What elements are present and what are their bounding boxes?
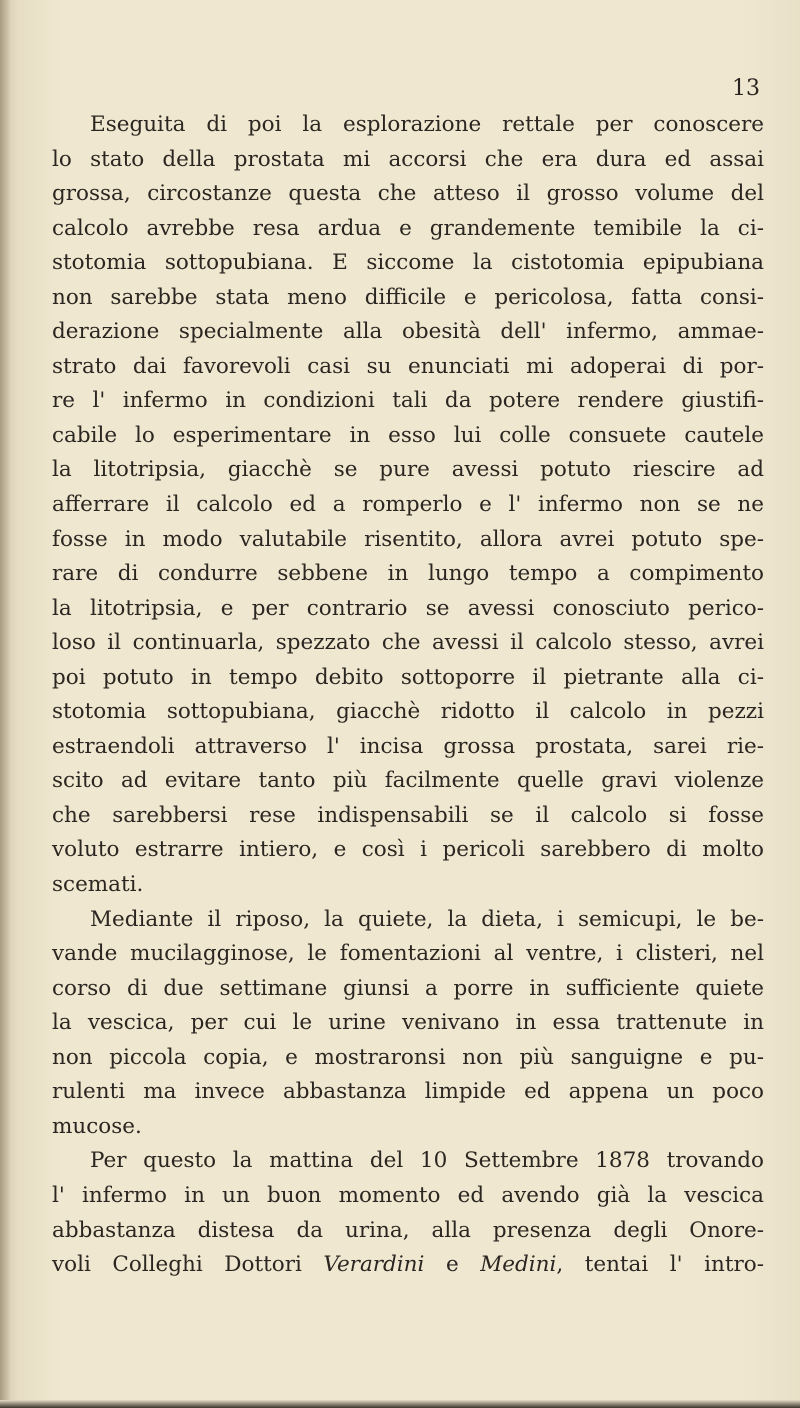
bottom-page-edge [0,1400,800,1408]
text-fragment: e [424,1252,481,1278]
page-number: 13 [732,76,760,101]
text-line: mucose. [52,1113,142,1139]
text-line: Per questo la mattina del 10 Settembre 1878 trovando [90,1148,764,1174]
text-line: abbastanza distesa da urina, alla presenza degli Onore- [52,1217,764,1243]
text-line: stotomia sottopubiana. E siccome la cistotomia epipubiana [52,250,764,276]
text-line: cabile lo esperimentare in esso lui colle consuete cautele [52,422,764,448]
text-line: voluto estrarre intiero, e così i pericoli sarebbero di molto [52,837,764,863]
person-name: Medini [480,1252,557,1278]
text-line: calcolo avrebbe resa ardua e grandemente temibile la ci- [52,215,764,241]
body-text [52,108,764,1283]
person-name: Verardini [323,1252,425,1278]
text-line: strato dai favorevoli casi su enunciati mi adoperai di por- [52,353,764,379]
text-line: afferrare il calcolo ed a romperlo e l' infermo non se ne [52,492,764,518]
text-line: lo stato della prostata mi accorsi che era dura ed assai [52,146,764,172]
text-line: scemati. [52,872,144,898]
text-line: Mediante il riposo, la quiete, la dieta, i semicupi, le be- [90,906,764,932]
binding-edge [0,0,10,1408]
text-line: non piccola copia, e mostraronsi non più sanguigne e pu- [52,1044,764,1070]
text-line: rulenti ma invece abbastanza limpide ed appena un poco [52,1079,764,1105]
text-line: poi potuto in tempo debito sottoporre il pietrante alla ci- [52,664,764,690]
text-line: Eseguita di poi la esplorazione rettale per conoscere [90,112,764,137]
text-line: la litotripsia, giacchè se pure avessi potuto riescire ad [52,457,764,483]
text-line: stotomia sottopubiana, giacchè ridotto il calcolo in pezzi [52,699,764,725]
text-line: derazione specialmente alla obesità dell' infermo, ammae- [52,319,764,345]
text-fragment: voli Colleghi Dottori [52,1252,324,1278]
text-line: estraendoli attraverso l' incisa grossa prostata, sarei rie- [52,733,764,759]
text-line-with-names [52,1248,764,1283]
text-line: fosse in modo valutabile risentito, allora avrei potuto spe- [52,526,764,552]
text-line: re l' infermo in condizioni tali da potere rendere giustifi- [52,388,764,414]
text-line: la litotripsia, e per contrario se avessi conosciuto perico- [52,595,764,621]
text-line: vande mucilagginose, le fomentazioni al ventre, i clisteri, nel [52,941,764,967]
text-line: non sarebbe stata meno difficile e pericolosa, fatta consi- [52,284,764,310]
text-line: rare di condurre sebbene in lungo tempo a compimento [52,561,764,587]
text-line: corso di due settimane giunsi a porre in sufficiente quiete [52,975,764,1001]
text-line: l' infermo in un buon momento ed avendo già la vescica [52,1182,764,1208]
text-line: scito ad evitare tanto più facilmente quelle gravi violenze [52,768,764,794]
text-line: la vescica, per cui le urine venivano in essa trattenute in [52,1010,764,1036]
text-line: che sarebbersi rese indispensabili se il calcolo si fosse [52,802,764,828]
text-line: loso il continuarla, spezzato che avessi il calcolo stesso, avrei [52,630,764,656]
text-fragment: , tentai l' intro- [556,1252,764,1278]
text-line: grossa, circostanze questa che atteso il grosso volume del [52,181,764,207]
